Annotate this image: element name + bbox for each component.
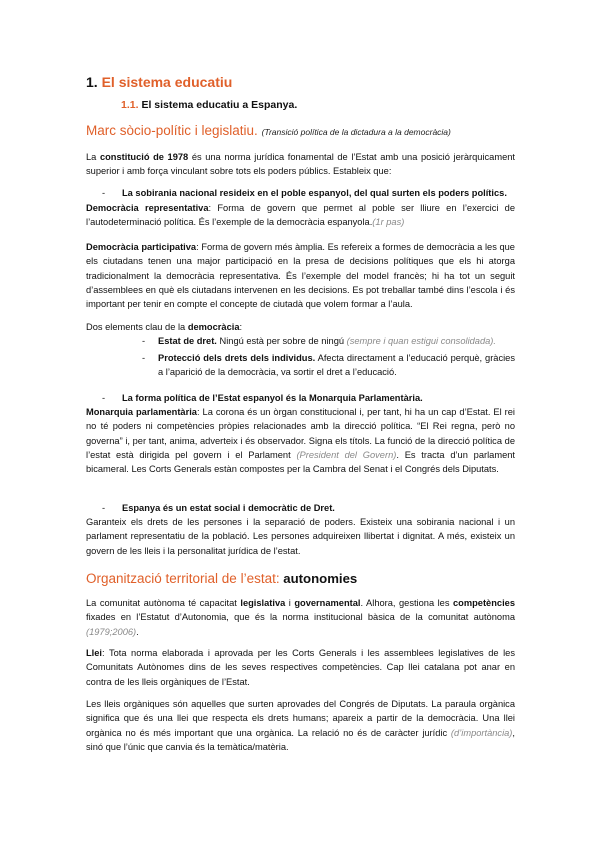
heading-organitzacio-rest: autonomies bbox=[279, 571, 358, 586]
text-run: : La corona és un òrgan constitucional i, per tant, hi ha un cap d’Estat. El rei no té poders ni competències pròpies relacionades amb la direcció política. “El Rei regna, però no governa” i, per tant, anima, adverteix i és observador. Signa els títols. La funció de la direcció política de l’estat està dirigida pel govern i el Parlament bbox=[86, 407, 515, 460]
text-run: i bbox=[285, 598, 295, 608]
sub-bullet-estat-dret bbox=[142, 334, 515, 348]
note-run: (d’importància) bbox=[450, 727, 513, 738]
paragraph-garanteix: Garanteix els drets de les persones i la separació de poders. Existeix una sobirania nacional i un parlament representatiu de la població. Les persones adquireixen llibertat i dignitat. A més, existeix un govern de les lleis i la personalitat jurídica de l’estat. bbox=[86, 517, 515, 556]
subsection-heading bbox=[121, 99, 297, 111]
subsection-title: El sistema educatiu a Espanya. bbox=[141, 99, 298, 111]
text-run: : Forma de govern que permet al poble ser lliure en l’exercici de l’autodeterminació política. És l’exemple de la democràcia espanyola. bbox=[86, 203, 516, 228]
sub-bullet-text bbox=[158, 334, 515, 348]
bold-run: Llei bbox=[86, 648, 103, 658]
text-run: Afecta directament a l’educació perquè, gràcies a l’aparició de la democràcia, va sortir el dret a l’educació. bbox=[158, 353, 515, 378]
bullet-dash: - bbox=[102, 393, 106, 403]
paragraph-llei bbox=[86, 646, 515, 689]
bold-run: Protecció dels drets dels individus. bbox=[158, 353, 316, 363]
heading-organitzacio-title: Organització territorial de l’estat: bbox=[86, 571, 280, 586]
text-run: La comunitat autònoma té capacitat bbox=[86, 598, 241, 608]
paragraph-constitucio bbox=[86, 150, 515, 179]
subsection-number: 1.1. bbox=[121, 99, 139, 111]
bullet-text: La sobirania nacional resideix en el poble espanyol, del qual surten els poders polítics. bbox=[122, 188, 507, 198]
text-run: : Forma de govern més àmplia. Es refereix a formes de democràcia a les que els ciutadans tenen una major participació en la presa de decisions polítiques que els hi atorga tradicionalment la democràcia representativa. És l’exemple del model francès; hi ha tot un seguit d’assemblees en què els ciutadans intervenen en les decisions. Es pot treballar també dins l’escola i és important per tenir en compte el concepte de ciutadà que volem formar a l’aula. bbox=[86, 242, 515, 310]
paragraph-democracia-participativa bbox=[86, 240, 515, 311]
bold-run: competències bbox=[452, 598, 515, 608]
text-run: és una norma jurídica fonamental de l’Estat amb una posició jeràrquicament superior i amb força vinculant sobre tots els poders públics. Estableix que: bbox=[86, 152, 515, 177]
text-run: . Es tracta d’un parlament bicameral. Les Corts Generals estàn compostes per la Cambra del Senat i el Congrés dels Diputats. bbox=[86, 449, 515, 475]
heading-marc-subtitle: (Transició política de la dictadura a la democràcia) bbox=[261, 127, 451, 137]
sub-bullet-text bbox=[158, 351, 515, 380]
bold-run: Estat de dret. bbox=[158, 336, 217, 346]
bullet-dash: - bbox=[102, 503, 106, 513]
note-run: (1979;2006) bbox=[86, 626, 137, 637]
bold-run: Democràcia participativa bbox=[86, 242, 197, 252]
paragraph-democracia-representativa bbox=[86, 201, 515, 230]
text-run: Dos elements clau de la bbox=[86, 322, 188, 332]
paragraph-dos-elements bbox=[86, 320, 515, 334]
bold-run: Democràcia representativa bbox=[86, 203, 209, 213]
paragraph-comunitat bbox=[86, 596, 515, 639]
bold-run: Monarquia parlamentària bbox=[86, 407, 197, 417]
paragraph-monarquia bbox=[86, 405, 515, 476]
note-run: (sempre i quan estigui consolidada). bbox=[346, 336, 496, 346]
bullet-dash: - bbox=[142, 353, 146, 363]
sub-bullet-proteccio bbox=[142, 351, 515, 380]
bold-run: democràcia bbox=[187, 322, 240, 332]
text-run: La bbox=[86, 152, 100, 162]
text-run: : bbox=[239, 322, 243, 332]
heading-marc bbox=[86, 123, 451, 138]
heading-marc-title: Marc sòcio-polític i legislatiu. bbox=[86, 123, 258, 138]
text-run: Ningú està per sobre de ningú bbox=[216, 336, 347, 346]
section-heading-1 bbox=[86, 74, 232, 90]
text-run: , sinó que l’únic que canvia és la temàtica/matèria. bbox=[86, 727, 515, 752]
text-run: fixades en l’Estatut d’Autonomia, que és la norma institucional bàsica de la comunitat autònoma bbox=[86, 612, 515, 623]
heading-organitzacio bbox=[86, 571, 357, 586]
bullet-text: La forma política de l’Estat espanyol és la Monarquia Parlamentària. bbox=[122, 393, 423, 403]
text-run: Les lleis orgàniques són aquelles que surten aprovades del Congrés de Diputats. La paraula orgànica significa que és una llei que respecta els drets humans; apareix a partir de la democràcia. Una llei orgànica no és més important que una orgànica. La relació no és de caràcter jurídic bbox=[86, 699, 515, 738]
bold-run: constitució de 1978 bbox=[99, 152, 189, 162]
bold-run: legislativa bbox=[240, 598, 286, 608]
bullet-dash: - bbox=[142, 336, 146, 346]
bullet-text: Espanya és un estat social i democràtic de Dret. bbox=[122, 503, 335, 513]
bullet-dash: - bbox=[102, 188, 106, 198]
note-run: (President del Govern) bbox=[296, 449, 397, 460]
note-run: (1r pas) bbox=[372, 217, 405, 228]
text-run: : Tota norma elaborada i aprovada per les Corts Generals i les assemblees legislatives de les Comunitats Autònomes dins de les seves respectives competències. Cap llei catalana pot anar en contra de les lleis orgàniques de l’Estat. bbox=[86, 648, 515, 687]
text-run: . bbox=[136, 626, 139, 637]
section-title: El sistema educatiu bbox=[101, 74, 233, 90]
paragraph-lleis-organiques bbox=[86, 697, 515, 754]
bold-run: governamental bbox=[294, 598, 361, 608]
text-run: . Alhora, gestiona les bbox=[360, 598, 453, 608]
section-number: 1. bbox=[86, 74, 98, 90]
